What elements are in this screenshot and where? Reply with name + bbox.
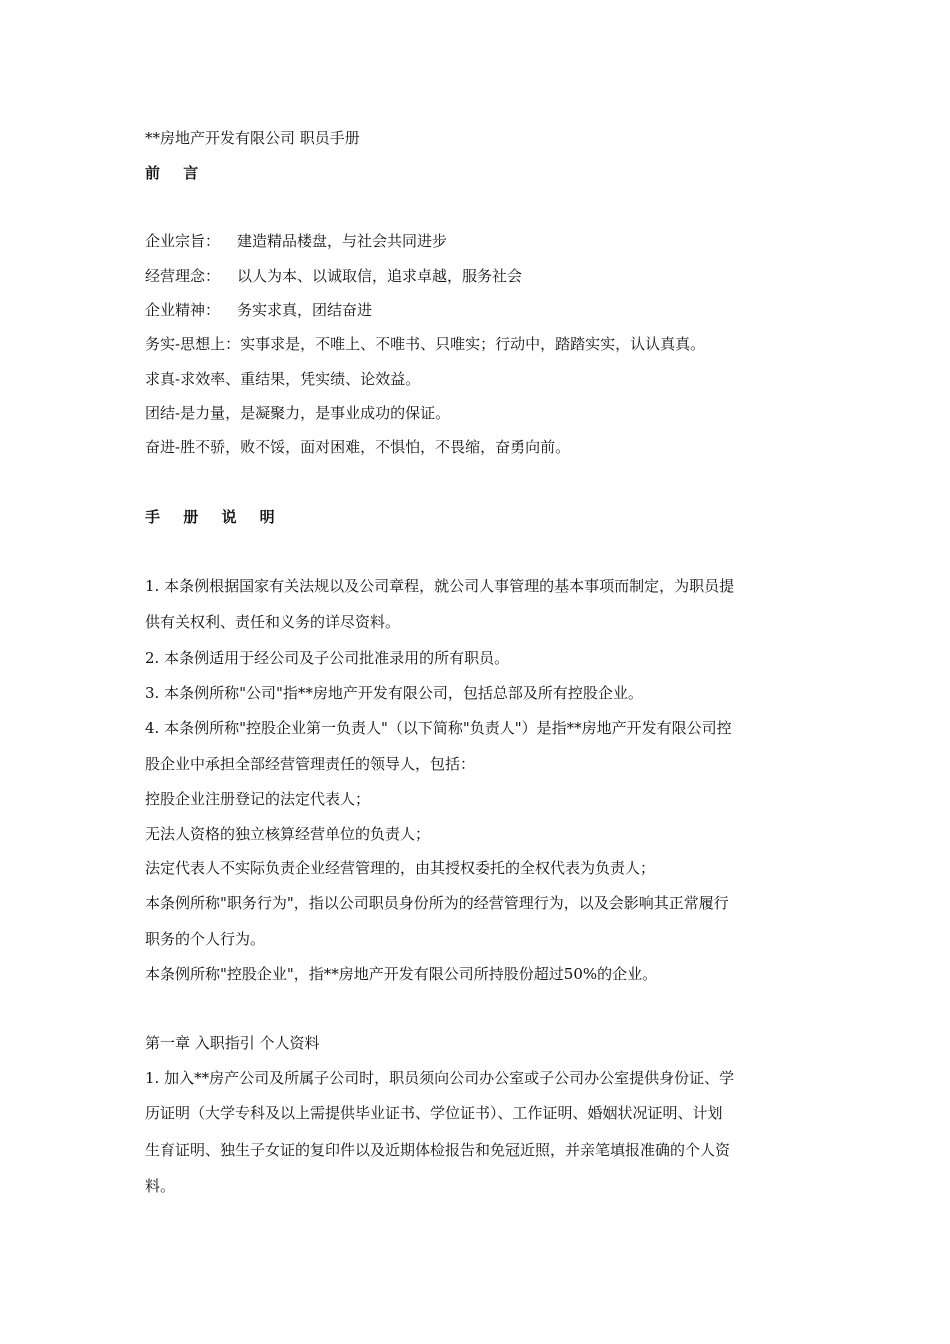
mission-value: 建造精品楼盘，与社会共同进步 [237,232,448,250]
mission-label: 企业宗旨： [145,232,221,250]
spirit-value: 务实求真，团结奋进 [237,301,373,319]
chapter-heading: 第一章 入职指引 个人资料 [145,1034,320,1052]
spirit-explanation-line: 务实-思想上：实事求是，不唯上、不唯书、只唯实；行动中，踏踏实实，认认真真。 [145,335,706,353]
manual-line: 无法人资格的独立核算经营单位的负责人； [145,825,431,843]
manual-line: 4. 本条例所称"控股企业第一负责人"（以下简称"负责人"）是指**房地产开发有限公司控 [145,719,732,737]
chapter-line: 生育证明、独生子女证的复印件以及近期体检报告和免冠近照，并亲笔填报准确的个人资 [145,1141,731,1159]
preface-heading: 前 言 [145,164,208,182]
manual-line: 法定代表人不实际负责企业经营管理的，由其授权委托的全权代表为负责人； [145,859,656,877]
manual-line: 3. 本条例所称"公司"指**房地产开发有限公司，包括总部及所有控股企业。 [145,684,643,702]
spirit-explanation-line: 团结-是力量，是凝聚力，是事业成功的保证。 [145,404,451,422]
manual-line: 本条例所称"控股企业"，指**房地产开发有限公司所持股份超过50%的企业。 [145,965,658,983]
spirit-line [145,300,372,320]
spirit-explanation-line: 奋进-胜不骄，败不馁，面对困难，不惧怕，不畏缩，奋勇向前。 [145,438,571,456]
philosophy-line [145,266,522,286]
mission-line [145,231,447,251]
manual-line: 职务的个人行为。 [145,930,266,948]
philosophy-value: 以人为本、以诚取信，追求卓越，服务社会 [237,267,523,285]
manual-line: 股企业中承担全部经营管理责任的领导人，包括： [145,755,476,773]
manual-heading: 手 册 说 明 [145,508,284,526]
spirit-label: 企业精神： [145,301,221,319]
manual-line: 本条例所称"职务行为"，指以公司职员身份所为的经营管理行为，以及会影响其正常履行 [145,894,729,912]
chapter-line: 1. 加入**房产公司及所属子公司时，职员须向公司办公室或子公司办公室提供身份证、学 [145,1069,735,1087]
philosophy-label: 经营理念： [145,267,221,285]
document-title: **房地产开发有限公司 职员手册 [145,129,360,147]
manual-line: 控股企业注册登记的法定代表人； [145,790,371,808]
spirit-explanation-line: 求真-求效率、重结果，凭实绩、论效益。 [145,370,421,388]
manual-line: 供有关权利、责任和义务的详尽资料。 [145,613,401,631]
chapter-line: 历证明（大学专科及以上需提供毕业证书、学位证书）、工作证明、婚姻状况证明、计划 [145,1104,723,1122]
manual-line: 1. 本条例根据国家有关法规以及公司章程，就公司人事管理的基本事项而制定，为职员提 [145,577,735,595]
manual-line: 2. 本条例适用于经公司及子公司批准录用的所有职员。 [145,649,510,667]
chapter-line: 料。 [145,1177,176,1195]
